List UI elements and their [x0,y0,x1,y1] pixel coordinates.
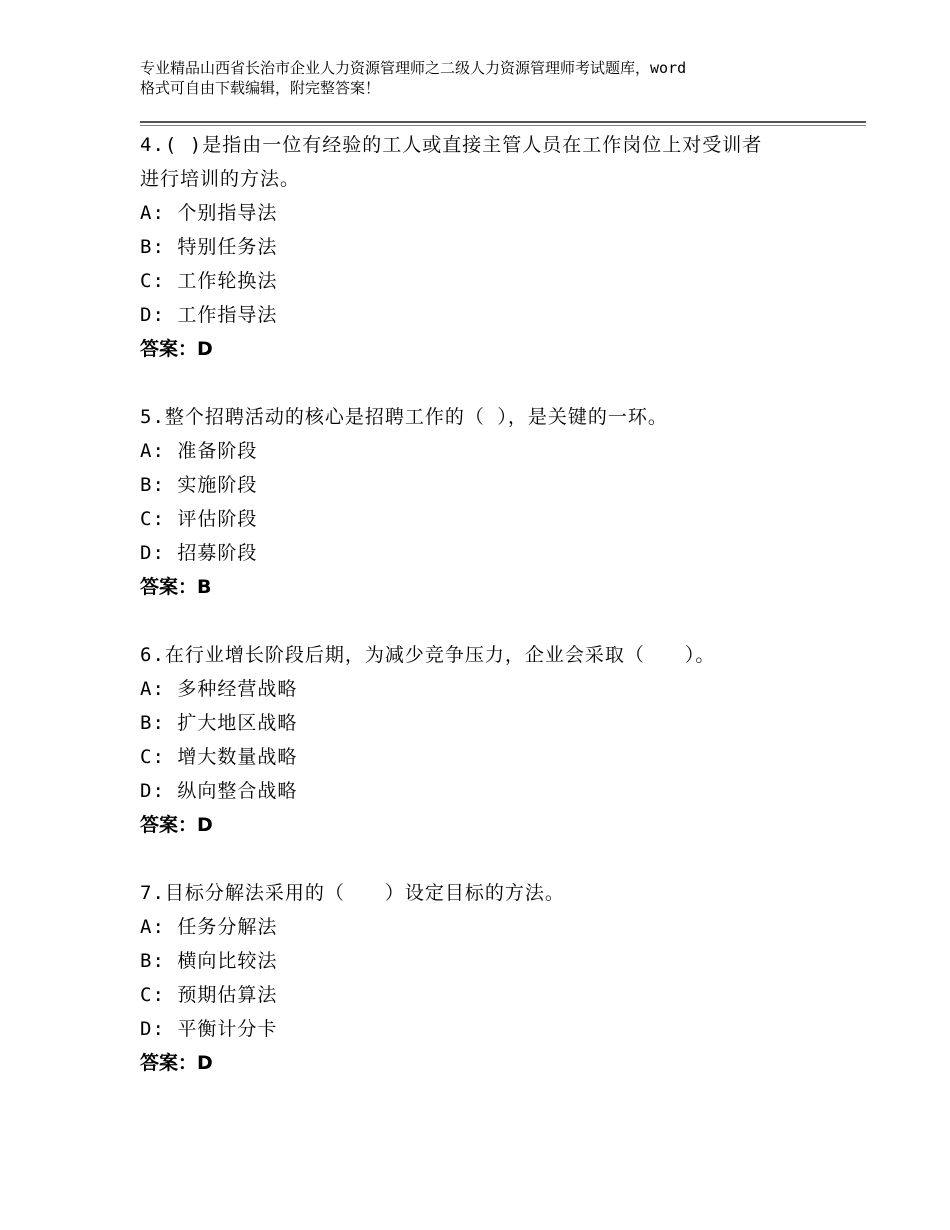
option-a: A: 个别指导法 [140,202,278,224]
question-6 [140,638,820,842]
option-d: D: 招募阶段 [140,542,258,564]
option-d: D: 工作指导法 [140,304,278,326]
option-a: A: 准备阶段 [140,440,258,462]
question-text-continued: 进行培训的方法。 [140,168,301,190]
option-c: C: 评估阶段 [140,508,258,530]
question-5 [140,400,820,604]
option-b: B: 实施阶段 [140,474,258,496]
question-4 [140,128,820,366]
question-text: 4.( )是指由一位有经验的工人或直接主管人员在工作岗位上对受训者 [140,134,763,156]
option-c: C: 增大数量战略 [140,746,298,768]
header-line-2: 格式可自由下载编辑，附完整答案！ [140,79,381,97]
header-divider-thick [140,121,866,123]
header-line-1: 专业精品山西省长治市企业人力资源管理师之二级人力资源管理师考试题库，word [140,59,687,77]
answer: 答案：D [140,338,213,360]
option-a: A: 任务分解法 [140,916,278,938]
option-c: C: 工作轮换法 [140,270,278,292]
option-a: A: 多种经营战略 [140,678,298,700]
option-b: B: 扩大地区战略 [140,712,298,734]
answer: 答案：B [140,576,212,598]
option-d: D: 平衡计分卡 [140,1018,278,1040]
question-list [140,128,820,1114]
option-b: B: 特别任务法 [140,236,278,258]
header-divider-thin [140,125,866,126]
option-c: C: 预期估算法 [140,984,278,1006]
question-text: 7.目标分解法采用的（ ）设定目标的方法。 [140,882,565,904]
option-b: B: 横向比较法 [140,950,278,972]
option-d: D: 纵向整合战略 [140,780,298,802]
question-text: 6.在行业增长阶段后期，为减少竞争压力，企业会采取（ ）。 [140,644,716,666]
answer: 答案：D [140,1052,213,1074]
question-7 [140,876,820,1080]
question-text: 5.整个招聘活动的核心是招聘工作的（ ），是关键的一环。 [140,406,668,428]
answer: 答案：D [140,814,213,836]
document-header [140,58,820,98]
